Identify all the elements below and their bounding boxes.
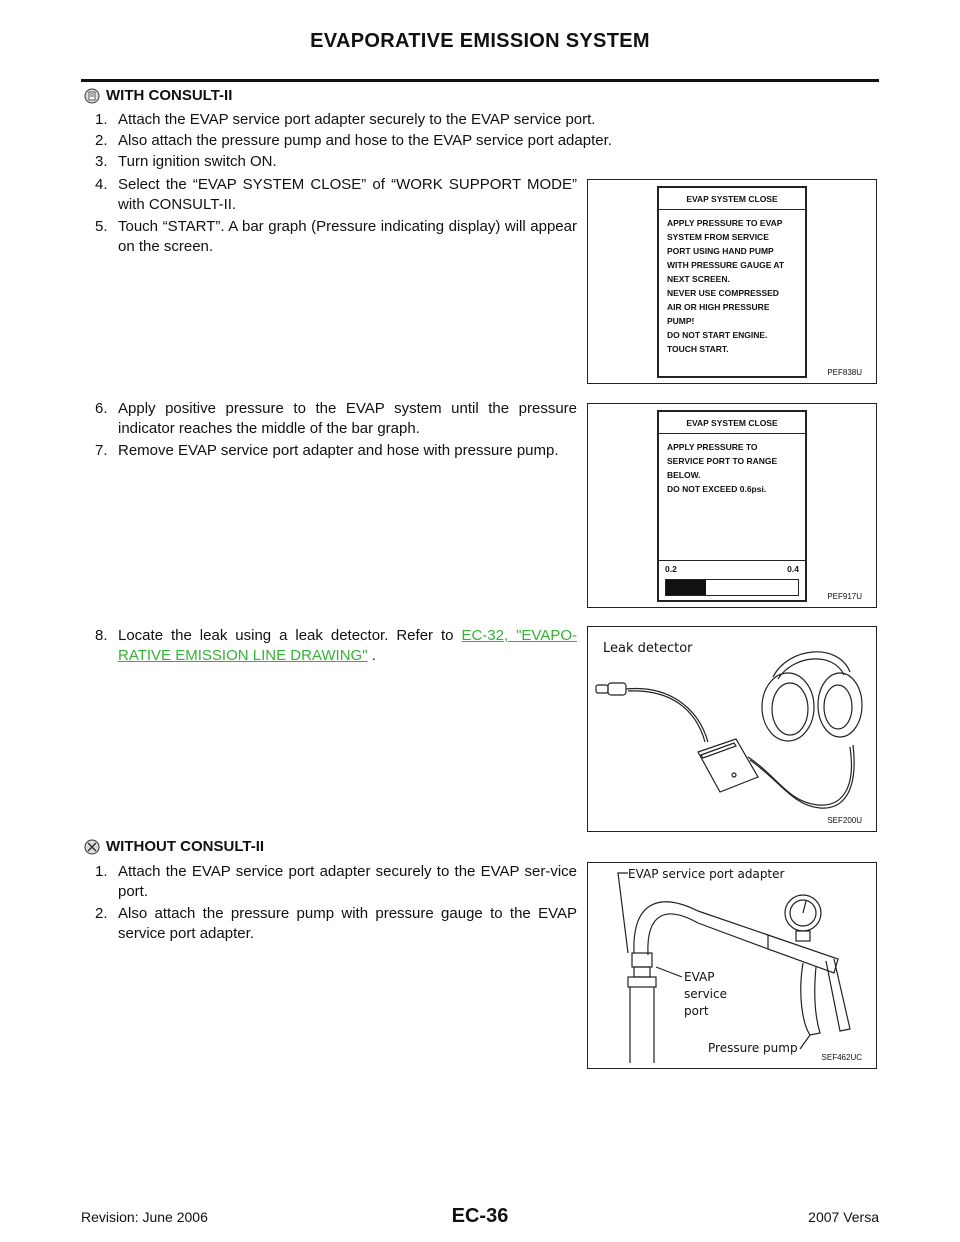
screen-line: DO NOT EXCEED 0.6psi. [667, 484, 767, 494]
consult-screen [657, 186, 807, 378]
consult-disconnected-icon [84, 839, 100, 855]
section-without-consult [84, 838, 264, 855]
step-number: 5. [95, 218, 108, 235]
screen-line: BELOW. [667, 470, 701, 480]
leak-detector-drawing [588, 627, 876, 831]
port-label-line: port [684, 1004, 709, 1018]
evap-line-drawing-link[interactable]: EC-32, "EVAPO-RATIVE EMISSION LINE DRAWING" [118, 627, 577, 664]
step-5 [95, 217, 577, 257]
screen-title: EVAP SYSTEM CLOSE [659, 188, 805, 210]
step-text: Select the “EVAP SYSTEM CLOSE” of “WORK SUPPORT MODE” with CONSULT-II. [118, 176, 577, 213]
screen-line: SYSTEM FROM SERVICE [667, 232, 769, 242]
screen-line: APPLY PRESSURE TO [667, 442, 758, 452]
page-number: EC-36 [451, 1205, 509, 1227]
step-number: 2. [95, 132, 108, 149]
consult-screen [657, 410, 807, 602]
pressure-pump-label: Pressure pump [708, 1041, 798, 1055]
screen-instructions [659, 210, 805, 356]
screen-instructions [659, 434, 805, 496]
step-8 [95, 626, 577, 666]
screen-line: WITH PRESSURE GAUGE AT [667, 260, 785, 270]
title-rule [81, 79, 879, 82]
step-number: 1. [95, 863, 108, 880]
figure-code: SEF200U [827, 816, 862, 825]
screen-line: AIR OR HIGH PRESSURE [667, 302, 770, 312]
step-1 [95, 110, 795, 130]
step-number: 6. [95, 400, 108, 417]
figure-code: SEF462UC [821, 1053, 862, 1062]
figure-evap-service-port [587, 862, 877, 1069]
step-number: 2. [95, 905, 108, 922]
step-text-after: . [367, 647, 376, 664]
step-text: Apply positive pressure to the EVAP system until the pressure indicator reaches the middle of the bar graph. [118, 400, 577, 437]
step-text-before: Locate the leak using a leak detector. Refer to [118, 627, 462, 644]
step-1-without [95, 862, 577, 902]
screen-line: APPLY PRESSURE TO EVAP [667, 218, 783, 228]
range-low-label: 0.2 [665, 564, 677, 574]
figure-leak-detector [587, 626, 877, 832]
section-heading: WITHOUT CONSULT-II [106, 838, 265, 855]
port-label-line: service [684, 987, 727, 1001]
section-with-consult [84, 87, 232, 104]
screen-title: EVAP SYSTEM CLOSE [659, 412, 805, 434]
step-number: 3. [95, 153, 108, 170]
screen-line: PORT USING HAND PUMP [667, 246, 774, 256]
evap-port-drawing [588, 863, 876, 1068]
step-6 [95, 399, 577, 439]
step-number: 8. [95, 627, 108, 644]
figure-evap-close-screen [587, 179, 877, 384]
screen-line: NEXT SCREEN. [667, 274, 730, 284]
page-title: EVAPORATIVE EMISSION SYSTEM [310, 30, 650, 52]
pressure-bar-fill [666, 580, 706, 595]
step-text: Also attach the pressure pump and hose to the EVAP service port adapter. [118, 132, 612, 149]
step-number: 4. [95, 176, 108, 193]
step-text: Attach the EVAP service port adapter securely to the EVAP ser-vice port. [118, 863, 577, 900]
step-text: Also attach the pressure pump with pressure gauge to the EVAP service port adapter. [118, 905, 577, 942]
figure-pressure-bar-screen [587, 403, 877, 608]
step-text: Remove EVAP service port adapter and hose with pressure pump. [118, 442, 559, 459]
step-text: Attach the EVAP service port adapter securely to the EVAP service port. [118, 111, 596, 128]
step-2-without [95, 904, 577, 944]
screen-line: SERVICE PORT TO RANGE [667, 456, 778, 466]
figure-code: PEF917U [827, 592, 862, 601]
figure-code: PEF838U [827, 368, 862, 377]
screen-line: TOUCH START. [667, 344, 729, 354]
screen-line: DO NOT START ENGINE. [667, 330, 768, 340]
step-text: Turn ignition switch ON. [118, 153, 277, 170]
step-4 [95, 175, 577, 215]
screen-line: NEVER USE COMPRESSED [667, 288, 779, 298]
vehicle-model: 2007 Versa [808, 1209, 879, 1225]
section-heading: WITH CONSULT-II [106, 87, 233, 104]
consult-connected-icon [84, 88, 100, 104]
step-text [118, 626, 577, 666]
revision-date: Revision: June 2006 [81, 1209, 208, 1225]
adapter-label: EVAP service port adapter [628, 867, 785, 881]
port-label-line: EVAP [684, 970, 715, 984]
range-high-label: 0.4 [787, 564, 799, 574]
step-number: 1. [95, 111, 108, 128]
step-2 [95, 131, 795, 151]
step-text: Touch “START”. A bar graph (Pressure indicating display) will appear on the screen. [118, 218, 577, 255]
screen-line: PUMP! [667, 316, 695, 326]
bar-area-divider [659, 560, 805, 561]
step-7 [95, 441, 577, 461]
step-3 [95, 152, 795, 172]
step-number: 7. [95, 442, 108, 459]
leak-detector-label: Leak detector [603, 641, 693, 656]
pressure-bar-graph [665, 579, 799, 596]
